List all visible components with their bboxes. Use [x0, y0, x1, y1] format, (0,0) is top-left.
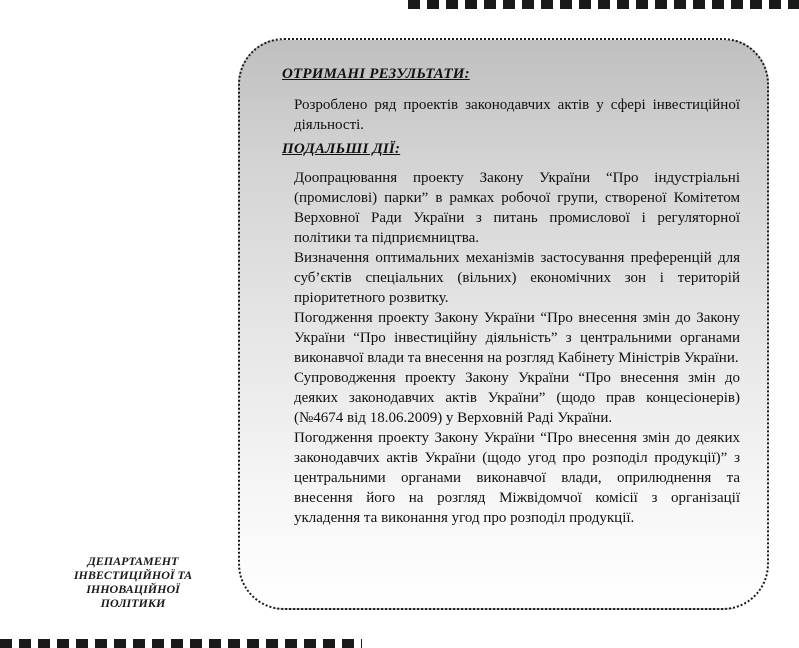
bottom-dashed-border — [0, 639, 362, 648]
next-step-item: Погодження проекту Закону України “Про внесення змін до деяких законодавчих актів України (щодо угод про розподіл продукції)” з центральними органами виконавчої влади, оприлюднення та внесення його на розгляд Міжвідомчої комісії з організації укладення та виконання угод про розподіл продукції. — [294, 430, 740, 526]
next-steps-list — [294, 168, 740, 528]
next-step-item: Визначення оптимальних механізмів застосування преференцій для суб’єктів спеціальних (вільних) економічних зон і територій пріоритетного розвитку. — [294, 250, 740, 306]
top-dashed-border — [408, 0, 799, 9]
next-step-item: Супроводження проекту Закону України “Про внесення змін до деяких законодавчих актів України” (щодо прав концесіонерів) (№4674 від 18.06.2009) у Верховній Раді України. — [294, 370, 740, 426]
next-step-item: Погодження проекту Закону України “Про внесення змін до Закону України “Про інвестиційну діяльність” з центральними органами виконавчої влади та внесення на розгляд Кабінету Міністрів України. — [294, 310, 740, 366]
results-paragraph: Розроблено ряд проектів законодавчих актів у сфері інвестиційної діяльності. — [294, 97, 740, 133]
results-block — [294, 95, 740, 135]
next-steps-heading: ПОДАЛЬШІ ДІЇ: — [282, 141, 401, 157]
next-step-item: Доопрацювання проекту Закону України “Про індустріальні (промислові) парки” в рамках робочої групи, створеної Комітетом Верховної Ради України з питань промислової і регуляторної політики та підприємництва. — [294, 170, 740, 246]
content-card — [238, 38, 769, 610]
department-label: ДЕПАРТАМЕНТ ІНВЕСТИЦІЙНОЇ ТА ІННОВАЦІЙНОЇ ПОЛІТИКИ — [73, 554, 193, 610]
results-heading: ОТРИМАНІ РЕЗУЛЬТАТИ: — [282, 66, 470, 82]
